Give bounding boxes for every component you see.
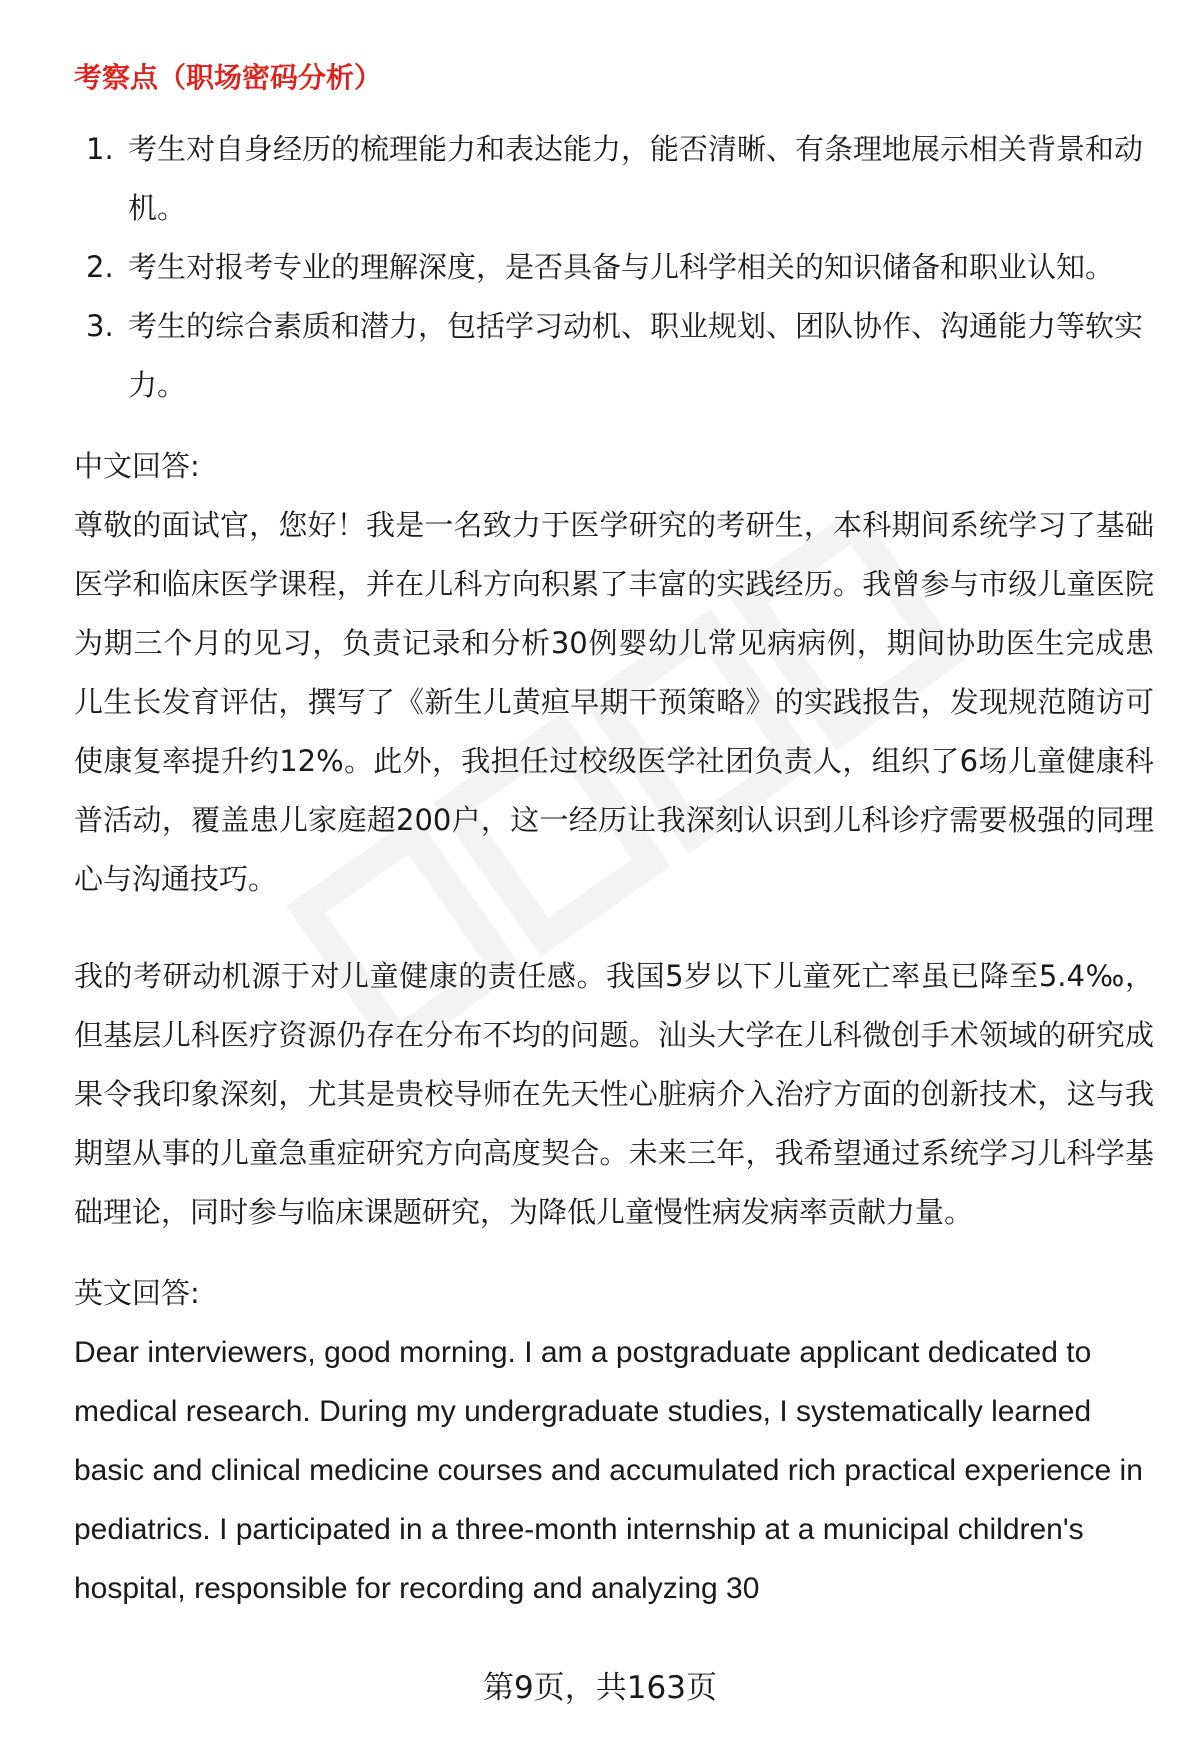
list-number: 2. [86, 250, 114, 284]
list-number: 1. [86, 132, 114, 166]
assessment-points-list [74, 120, 1154, 415]
chinese-answer-label: 中文回答: [74, 449, 200, 483]
list-item [74, 238, 1154, 297]
chinese-paragraph-1: 尊敬的面试官，您好！我是一名致力于医学研究的考研生，本科期间系统学习了基础医学和临床医学课程，并在儿科方向积累了丰富的实践经历。我曾参与市级儿童医院为期三个月的见习，负责记录和分析30例婴幼儿常见病病例，期间协助医生完成患儿生长发育评估，撰写了《新生儿黄疸早期干预策略》的实践报告，发现规范随访可使康复率提升约12%。此外，我担任过校级医学社团负责人，组织了6场儿童健康科普活动，覆盖患儿家庭超200户，这一经历让我深刻认识到儿科诊疗需要极强的同理心与沟通技巧。 [74, 508, 1154, 896]
list-number: 3. [86, 309, 114, 343]
list-item-text: 考生对自身经历的梳理能力和表达能力，能否清晰、有条理地展示相关背景和动机。 [128, 132, 1144, 225]
list-item-text: 考生对报考专业的理解深度，是否具备与儿科学相关的知识储备和职业认知。 [128, 250, 1115, 284]
english-answer-label: 英文回答: [74, 1276, 200, 1310]
section-title: 考察点（职场密码分析） [74, 61, 383, 94]
list-item [74, 297, 1154, 415]
english-paragraph: Dear interviewers, good morning. I am a postgraduate applicant dedicated to medical research. During my undergraduate studies, I systematically learned basic and clinical medicine courses and accumulated rich practical experience in pediatrics. I participated in a three-month internship at a municipal children's hospital, responsible for recording and analyzing 30 [74, 1336, 1143, 1605]
list-item-text: 考生的综合素质和潜力，包括学习动机、职业规划、团队协作、沟通能力等软实力。 [128, 309, 1144, 402]
document-page [74, 58, 1154, 1618]
page-number-footer: 第9页，共163页 [483, 1670, 717, 1706]
list-item [74, 120, 1154, 238]
chinese-paragraph-2: 我的考研动机源于对儿童健康的责任感。我国5岁以下儿童死亡率虽已降至5.4‰，但基层儿科医疗资源仍存在分布不均的问题。汕头大学在儿科微创手术领域的研究成果令我印象深刻，尤其是贵校导师在先天性心脏病介入治疗方面的创新技术，这与我期望从事的儿童急重症研究方向高度契合。未来三年，我希望通过系统学习儿科学基础理论，同时参与临床课题研究，为降低儿童慢性病发病率贡献力量。 [74, 959, 1154, 1229]
